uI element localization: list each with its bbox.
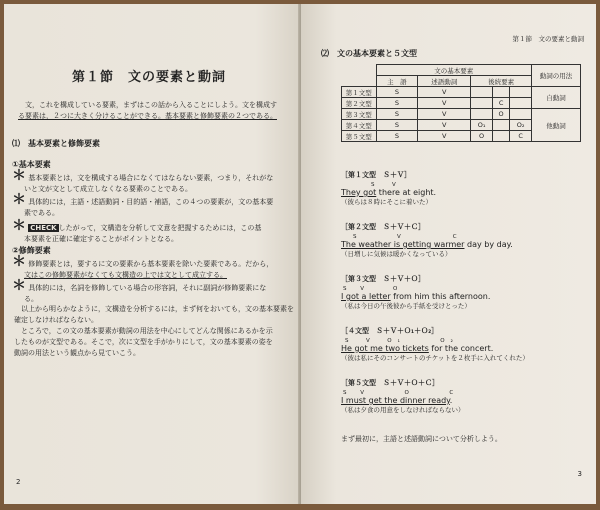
right-page bbox=[301, 4, 596, 504]
running-head: 第１節 文の要素と動詞 bbox=[512, 35, 584, 43]
table-row: 第４文型 S V O₁ O₂ bbox=[342, 120, 581, 131]
asterisk-icon: ＊ bbox=[12, 218, 26, 234]
check-badge: CHECK bbox=[30, 224, 57, 232]
section-heading-five-patterns: ⑵ 文の基本要素と５文型 bbox=[321, 49, 417, 58]
pattern-example-1: ［第１文型 Ｓ＋Ｖ］ S V They got there at eight. （彼らは８時にそこに着いた） bbox=[341, 171, 437, 206]
pattern-example-3: ［第３文型 Ｓ＋Ｖ＋Ｏ］ S V O I got a letter from him this afternoon. （私は今日の午後彼から手紙を受けとった） bbox=[341, 275, 491, 310]
modifier-elements-text: ＊ 修飾要素とは，要するに文の要素から基本要素を除いた要素である。だから， 文はこの修飾要素がなくても文構造の上では文として成立する。 ＊ 具体的には，名詞を修飾している場合の形容詞，それに副詞が修飾要素にな る。 bbox=[12, 254, 274, 303]
table-row: 第２文型 S V C bbox=[342, 98, 581, 109]
page-number-left: 2 bbox=[16, 478, 21, 486]
sentence-pattern-table: 文の基本要素 動詞の用法 主 語 述語動詞 後続要素 第１文型 S V 自動詞 第２文型 S V C 第３文型 S V O 他動詞 第４文型 S V O₁ O₂ 第５文型 S V O C bbox=[341, 64, 581, 142]
section-title: 第１節 文の要素と動詞 bbox=[71, 70, 226, 85]
open-book bbox=[4, 4, 596, 504]
heading-modifier-elements: ②修飾要素 bbox=[12, 246, 51, 255]
subsection-heading-1: ⑴ 基本要素と修飾要素 bbox=[12, 139, 100, 148]
page-number-right: 3 bbox=[577, 470, 582, 478]
heading-basic-elements: ①基本要素 bbox=[12, 160, 51, 169]
intro-paragraph: 文，これを構成している要素，まずはこの話から入ることにしよう。文を構成す る要素は，２つに大きく分けることができる。基本要素と修飾要素の２つである。 bbox=[18, 101, 277, 120]
left-page bbox=[4, 4, 300, 504]
pattern-example-2: ［第２文型 Ｓ＋Ｖ＋Ｃ］ S V C The weather is getting warmer day by day. （日増しに気候は暖かくなっている） bbox=[341, 223, 513, 258]
asterisk-icon: ＊ bbox=[12, 278, 26, 294]
pattern-example-5: ［第５文型 Ｓ＋Ｖ＋Ｏ＋Ｃ］ S V O C I must get the dinner ready. （私は夕食の用意をしなければならない） bbox=[341, 379, 465, 414]
asterisk-icon: ＊ bbox=[12, 168, 26, 184]
summary-paragraph: 以上から明らかなように，文構造を分析するには，まず何をおいても，文の基本要素を 確定しなければならない。 ところで，この文の基本要素が動詞の用法を中心にしてどんな関係にあるかを示 したものが文型である。そこで，次に文型を手がかりにして，文の基本要素の姿を 動詞の用法という観点から見ていこう。 bbox=[14, 305, 294, 357]
asterisk-icon: ＊ bbox=[12, 254, 26, 270]
closing-line: まず最初に，主語と述語動詞について分析しよう。 bbox=[341, 435, 502, 443]
table-row: 第３文型 S V O 他動詞 bbox=[342, 109, 581, 120]
basic-elements-text: ＊ 基本要素とは，文を構成する場合になくてはならない要素，つまり，それがな いと文が文として成立しなくなる要素のことである。 ＊ 具体的には，主語・述語動詞・目的語・補語，この４つの要素が，文の基本要 素である。 ＊ CHECK したがって，文構造を分析して文意を把握するためには，この基 本要素を正確に確定することがポイントとなる。 bbox=[12, 168, 274, 243]
pattern-example-4: ［４文型 Ｓ＋Ｖ＋Ｏ₁＋Ｏ₂］ S V O₁ O₂ He got me two tickets for the concert. （彼は私にそのコンサートのチケットを２枚手に入れてくれた） bbox=[341, 327, 529, 362]
asterisk-icon: ＊ bbox=[12, 192, 26, 208]
table-row: 第１文型 S V 自動詞 bbox=[342, 87, 581, 98]
table-row: 第５文型 S V O C bbox=[342, 131, 581, 142]
